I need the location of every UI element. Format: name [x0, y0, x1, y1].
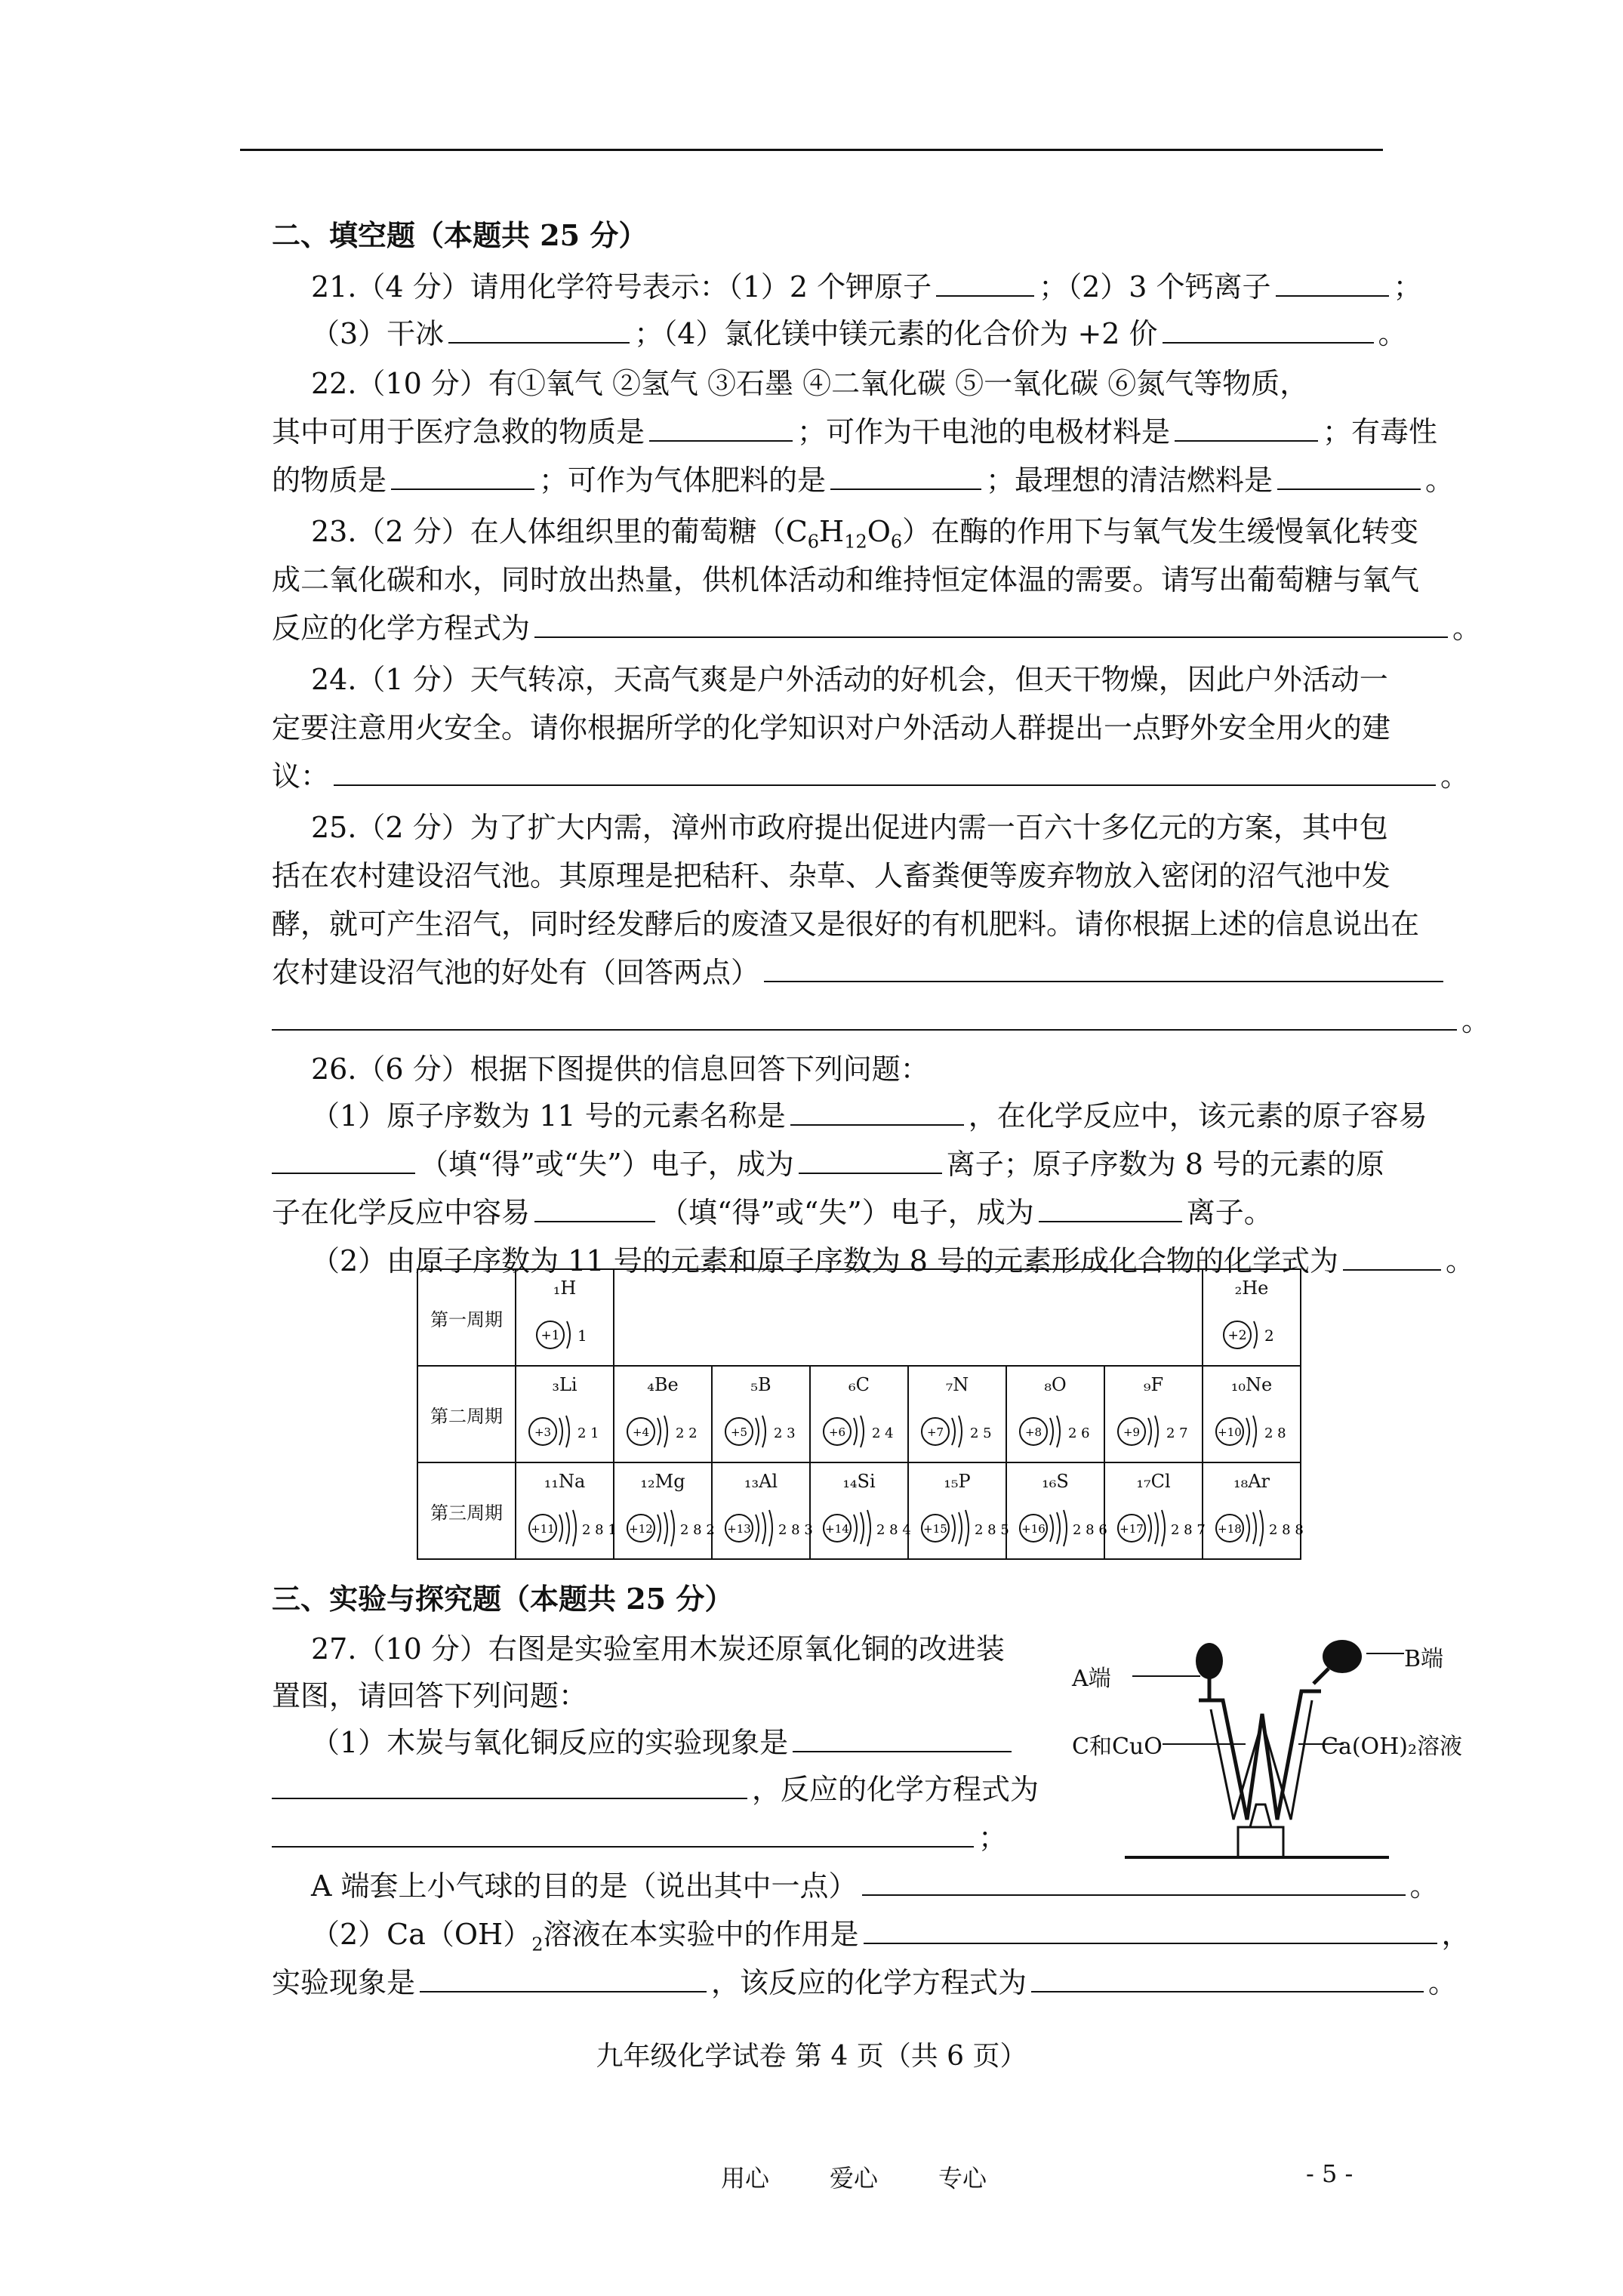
element-symbol: ₁₅P	[944, 1471, 971, 1492]
element-symbol: ₃Li	[552, 1374, 577, 1395]
electron-shells: 2 4	[872, 1425, 894, 1441]
electron-shells: 2 8 6	[1073, 1522, 1107, 1538]
q23-line1: 23.（2 分）在人体组织里的葡萄糖$(C_6H_{12}O_6)$在酶的作用下与氧气发生缓慢氧化转变	[311, 515, 1419, 553]
electron-shells: 2 8 1	[582, 1522, 617, 1538]
q27-line6: A 端套上小气球的目的是（说出其中一点） 。	[311, 1869, 1439, 1903]
answer-blank[interactable]	[793, 1725, 1012, 1752]
answer-blank[interactable]	[1163, 316, 1374, 344]
answer-blank[interactable]	[448, 316, 630, 344]
element-cell	[516, 1366, 614, 1462]
element-cell	[712, 1366, 810, 1462]
q23-line3: 反应的化学方程式为 。	[272, 612, 1482, 645]
q26-line4: 子在化学反应中容易 （填“得”或“失”）电子，成为 离子。	[272, 1196, 1273, 1229]
page-number: - 5 -	[1306, 2159, 1354, 2188]
electron-shells: 2 8 7	[1171, 1522, 1206, 1538]
q24-line3: 议： 。	[272, 760, 1470, 793]
q27-line4: ，反应的化学方程式为	[272, 1771, 1480, 1808]
answer-blank[interactable]	[764, 955, 1443, 982]
element-cell	[908, 1366, 1006, 1462]
element-cell	[908, 1462, 1009, 1559]
nucleus-charge: +2	[1227, 1328, 1247, 1343]
atom-structure-icon	[719, 1407, 802, 1456]
motto: 用心 爱心 专心	[721, 2164, 987, 2193]
element-symbol: ₅B	[750, 1374, 771, 1395]
element-cell	[1104, 1462, 1206, 1559]
element-symbol: ₂He	[1234, 1277, 1269, 1299]
q26-line5: （2）由原子序数为 11 号的元素和原子序数为 8 号的元素形成化合物的化学式为 。	[311, 1244, 1475, 1277]
element-cell	[614, 1462, 715, 1559]
answer-blank[interactable]	[649, 415, 793, 442]
electron-shells: 2 5	[970, 1425, 992, 1441]
q27-line5: ；	[272, 1820, 1480, 1856]
electron-shells: 2 1	[577, 1425, 599, 1441]
electron-shells: 2 8 8	[1269, 1522, 1304, 1538]
nucleus-charge: +5	[730, 1425, 748, 1439]
answer-blank[interactable]	[1343, 1244, 1441, 1271]
atom-structure-icon	[531, 1311, 599, 1359]
label-b-end: B端	[1404, 1646, 1444, 1672]
q27-line1: 27.（10 分）右图是实验室用木炭还原氧化铜的改进装	[311, 1632, 1005, 1666]
exam-footer: 九年级化学试卷 第 4 页（共 6 页）	[596, 2041, 1027, 2072]
element-cell	[1203, 1366, 1301, 1462]
header-rule	[240, 149, 1383, 151]
atom-structure-icon	[1112, 1504, 1206, 1552]
q25-line3: 酵，就可产生沼气，同时经发酵后的废渣又是很好的有机肥料。请你根据上述的信息说出在	[272, 908, 1420, 941]
q24-line2: 定要注意用火安全。请你根据所学的化学知识对户外活动人群提出一点野外安全用火的建	[272, 711, 1391, 744]
answer-blank[interactable]	[272, 1003, 1457, 1031]
nucleus-charge: +11	[531, 1522, 555, 1536]
element-symbol: ₁₀Ne	[1230, 1374, 1273, 1395]
electron-shells: 2	[1264, 1327, 1274, 1345]
electron-shells: 2 7	[1166, 1425, 1188, 1441]
element-cell	[614, 1366, 712, 1462]
q25-line1: 25.（2 分）为了扩大内需，漳州市政府提出促进内需一百六十多亿元的方案，其中包	[311, 811, 1388, 844]
atom-structure-icon	[916, 1407, 999, 1456]
element-symbol: ₁₆S	[1042, 1471, 1069, 1492]
electron-shells: 2 2	[676, 1425, 698, 1441]
q22-line1: 22.（10 分）有①氧气 ②氢气 ③石墨 ④二氧化碳 ⑤一氧化碳 ⑥氮气等物质，	[311, 367, 1309, 400]
atom-structure-icon	[1014, 1407, 1097, 1456]
element-cell	[516, 1462, 617, 1559]
q26-line1: 26.（6 分）根据下图提供的信息回答下列问题：	[311, 1052, 929, 1086]
electron-shells: 2 8 5	[975, 1522, 1009, 1538]
q25-line4: 农村建设沼气池的好处有（回答两点）	[272, 954, 1480, 991]
nucleus-charge: +1	[540, 1328, 560, 1343]
nucleus-charge: +8	[1024, 1425, 1042, 1439]
element-cell	[1006, 1462, 1107, 1559]
q21-line1: 21.（4 分）请用化学符号表示：（1）2 个钾原子 ；（2）3 个钙离子 ；	[311, 270, 1422, 304]
q22-line2: 其中可用于医疗急救的物质是 ；可作为干电池的电极材料是 ；有毒性	[272, 415, 1438, 448]
element-symbol: ₈O	[1044, 1374, 1067, 1395]
label-c-cuo: C和CuO	[1072, 1734, 1163, 1760]
q26-line2: （1）原子序数为 11 号的元素名称是 ，在化学反应中，该元素的原子容易	[311, 1099, 1427, 1133]
element-symbol: ₆C	[848, 1374, 870, 1395]
q23-line2: 成二氧化碳和水，同时放出热量，供机体活动和维持恒定体温的需要。请写出葡萄糖与氧气	[272, 563, 1420, 596]
element-symbol: ₁₁Na	[544, 1471, 586, 1492]
q22-line3: 的物质是 ；可作为气体肥料的是 ；最理想的清洁燃料是 。	[272, 464, 1455, 497]
electron-shells: 2 8 2	[680, 1522, 715, 1538]
table-gap	[614, 1269, 1203, 1366]
element-cell	[810, 1366, 908, 1462]
q27-line7: $(2)Ca(OH)_2$溶液在本实验中的作用是 ，	[311, 1918, 1471, 1955]
answer-blank[interactable]	[1175, 415, 1318, 442]
answer-blank[interactable]	[936, 270, 1034, 297]
element-cell	[712, 1462, 813, 1559]
answer-blank[interactable]	[272, 1820, 974, 1848]
q21-line2: （3）干冰 ；（4）氯化镁中镁元素的化合价为 +2 价 。	[311, 317, 1407, 350]
periodic-table	[417, 1268, 1304, 1560]
element-symbol: ₁₄Si	[842, 1471, 876, 1492]
atom-structure-icon	[916, 1504, 1009, 1552]
atom-structure-icon	[1112, 1407, 1195, 1456]
element-cell	[1203, 1269, 1301, 1366]
nucleus-charge: +9	[1123, 1425, 1141, 1439]
nucleus-charge: +4	[632, 1425, 650, 1439]
element-symbol: ₁₃Al	[744, 1471, 778, 1492]
atom-structure-icon	[719, 1504, 813, 1552]
answer-blank[interactable]	[790, 1099, 964, 1126]
nucleus-charge: +15	[923, 1522, 947, 1536]
atom-structure-icon	[818, 1504, 911, 1552]
period-label: 第三周期	[417, 1462, 516, 1559]
element-symbol: ₁₇Cl	[1136, 1471, 1171, 1492]
atom-structure-icon	[1014, 1504, 1107, 1552]
nucleus-charge: +17	[1119, 1522, 1144, 1536]
electron-shells: 2 8 3	[778, 1522, 813, 1538]
answer-blank[interactable]	[1276, 270, 1389, 297]
atom-structure-icon	[1218, 1311, 1286, 1359]
q27-line2: 置图，请回答下列问题：	[272, 1679, 588, 1712]
apparatus-diagram	[1072, 1631, 1464, 1865]
element-symbol: ₇N	[945, 1374, 969, 1395]
nucleus-charge: +10	[1218, 1425, 1242, 1439]
nucleus-charge: +6	[828, 1425, 846, 1439]
atom-structure-icon	[621, 1504, 715, 1552]
section2-heading: 二、填空题（本题共 25 分）	[272, 218, 648, 252]
element-cell	[516, 1269, 614, 1366]
element-cell	[1203, 1462, 1304, 1559]
atom-structure-icon	[1210, 1407, 1293, 1456]
element-symbol: ₄Be	[647, 1374, 679, 1395]
label-ca-oh2: Ca(OH)₂溶液	[1321, 1734, 1463, 1760]
element-symbol: ₁₂Mg	[640, 1471, 685, 1492]
element-cell	[1104, 1366, 1203, 1462]
answer-blank[interactable]	[862, 1869, 1406, 1896]
electron-shells: 2 8 4	[876, 1522, 911, 1538]
answer-blank[interactable]	[420, 1965, 707, 1992]
atom-structure-icon	[1210, 1504, 1304, 1552]
nucleus-charge: +7	[926, 1425, 944, 1439]
nucleus-charge: +18	[1218, 1522, 1242, 1536]
element-symbol: ₁H	[553, 1277, 577, 1299]
answer-blank[interactable]	[799, 1147, 942, 1174]
nucleus-charge: +16	[1021, 1522, 1046, 1536]
element-symbol: ₁₈Ar	[1233, 1471, 1270, 1492]
answer-blank[interactable]	[1277, 463, 1421, 490]
answer-blank[interactable]	[864, 1917, 1437, 1944]
q27-line3: （1）木炭与氧化铜反应的实验现象是	[311, 1724, 1519, 1761]
answer-blank[interactable]	[534, 1195, 655, 1222]
q27-line8: 实验现象是 ，该反应的化学方程式为 。	[272, 1966, 1458, 1999]
q24-line1: 24.（1 分）天气转凉，天高气爽是户外活动的好机会，但天干物燥，因此户外活动一	[311, 663, 1388, 696]
answer-blank[interactable]	[1039, 1195, 1182, 1222]
atom-structure-icon	[818, 1407, 901, 1456]
atom-structure-icon	[621, 1407, 704, 1456]
q25-line5: 。	[272, 1003, 1480, 1039]
nucleus-charge: +14	[825, 1522, 849, 1536]
answer-blank[interactable]	[534, 611, 1448, 638]
element-symbol: ₉F	[1143, 1374, 1164, 1395]
q25-line2: 括在农村建设沼气池。其原理是把秸秆、杂草、人畜粪便等废弃物放入密闭的沼气池中发	[272, 859, 1391, 892]
answer-blank[interactable]	[272, 1772, 747, 1799]
atom-structure-icon	[523, 1407, 606, 1456]
element-cell	[1006, 1366, 1104, 1462]
label-a-end: A端	[1072, 1666, 1111, 1692]
nucleus-charge: +13	[727, 1522, 751, 1536]
atom-structure-icon	[523, 1504, 617, 1552]
answer-blank[interactable]	[334, 759, 1436, 786]
element-cell	[810, 1462, 911, 1559]
answer-blank[interactable]	[830, 463, 981, 490]
period-label: 第二周期	[417, 1366, 516, 1462]
answer-blank[interactable]	[391, 463, 534, 490]
electron-shells: 2 8	[1264, 1425, 1286, 1441]
nucleus-charge: +3	[534, 1425, 552, 1439]
q26-line3: （填“得”或“失”）电子，成为 离子；原子序数为 8 号的元素的原	[272, 1146, 1480, 1182]
electron-shells: 2 3	[774, 1425, 796, 1441]
nucleus-charge: +12	[629, 1522, 653, 1536]
electron-shells: 2 6	[1068, 1425, 1090, 1441]
period-label: 第一周期	[417, 1269, 516, 1366]
section3-heading: 三、实验与探究题（本题共 25 分）	[272, 1582, 734, 1616]
answer-blank[interactable]	[1031, 1965, 1424, 1992]
answer-blank[interactable]	[272, 1147, 415, 1174]
electron-shells: 1	[577, 1327, 587, 1345]
